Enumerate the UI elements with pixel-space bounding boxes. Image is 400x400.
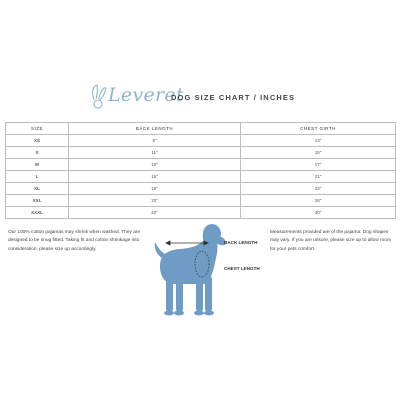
chest-girth-cell: 21" xyxy=(241,171,396,183)
size-cell: XXXL xyxy=(6,207,69,219)
shrink-note: Our 100% cotton pajamas may shrink when washed. They are designed to be snug fitted. Taking fit and cotton shrinkage into consideration, please size up accordingly. xyxy=(8,229,141,252)
header-size: SIZE xyxy=(6,123,69,135)
size-cell: M xyxy=(6,159,69,171)
header-chest-girth: CHEST GIRTH xyxy=(241,123,396,135)
chest-length-label: CHEST LENGTH xyxy=(224,266,260,271)
table-row xyxy=(6,171,396,183)
chest-girth-cell: 17" xyxy=(241,159,396,171)
table-row xyxy=(6,207,396,219)
size-cell: L xyxy=(6,171,69,183)
size-cell: S xyxy=(6,147,69,159)
back-length-cell: 16" xyxy=(69,171,241,183)
table-row xyxy=(6,159,396,171)
chest-girth-cell: 26" xyxy=(241,195,396,207)
back-length-label: BACK LENGTH xyxy=(224,240,258,245)
chest-girth-cell: 30" xyxy=(241,207,396,219)
back-length-cell: 9" xyxy=(69,135,241,147)
size-cell: XXL xyxy=(6,195,69,207)
back-length-cell: 20" xyxy=(69,195,241,207)
dog-silhouette-icon xyxy=(152,218,232,318)
chest-girth-cell: 15" xyxy=(241,147,396,159)
table-header-row xyxy=(6,123,396,135)
back-length-cell: 18" xyxy=(69,183,241,195)
size-cell: XL xyxy=(6,183,69,195)
table-row xyxy=(6,195,396,207)
measurement-note: Measurements provided are of the pajama. Dog shapes may vary. If you are unsure, please size up to allow room for your pets comfort. xyxy=(270,229,391,252)
header-back-length: BACK LENGTH xyxy=(69,123,241,135)
back-length-cell: 11" xyxy=(69,147,241,159)
page-title: DOG SIZE CHART / INCHES xyxy=(171,93,296,102)
brand-logo-text: Leveret xyxy=(108,84,184,106)
back-length-cell: 22" xyxy=(69,207,241,219)
chest-girth-cell: 13" xyxy=(241,135,396,147)
header xyxy=(0,80,400,112)
table-row xyxy=(6,135,396,147)
table-row xyxy=(6,147,396,159)
back-length-cell: 13" xyxy=(69,159,241,171)
size-chart-table xyxy=(5,122,396,219)
size-cell: XS xyxy=(6,135,69,147)
table-row xyxy=(6,183,396,195)
chest-girth-cell: 23" xyxy=(241,183,396,195)
